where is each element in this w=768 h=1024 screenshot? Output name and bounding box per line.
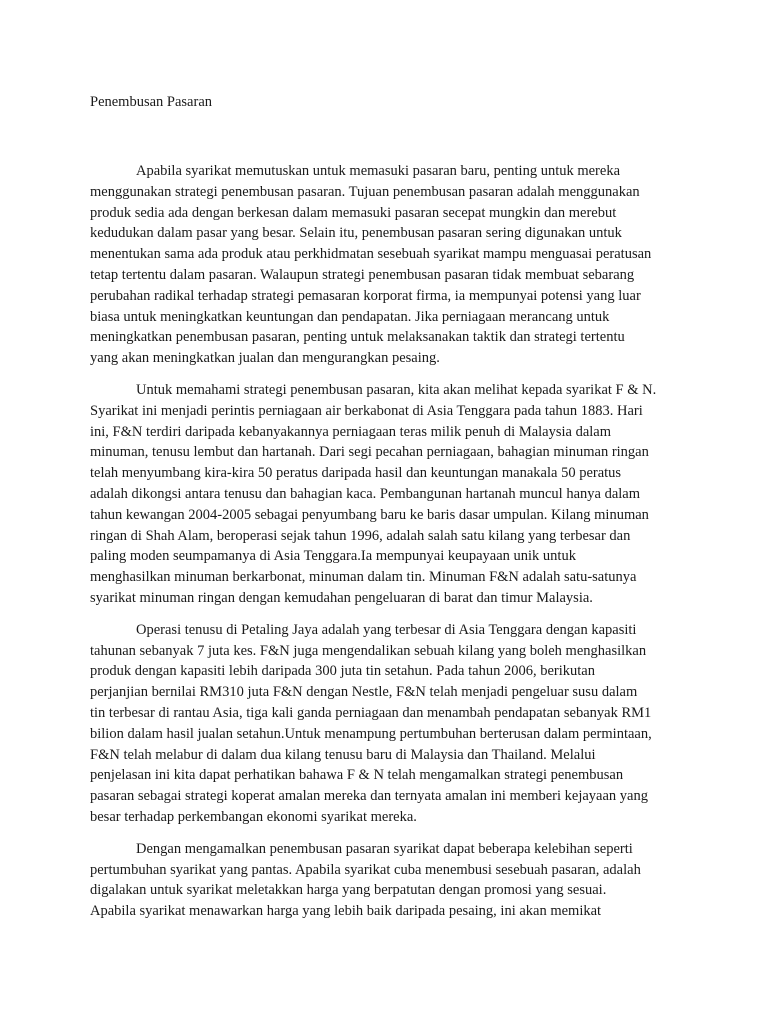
paragraph-4	[90, 839, 678, 922]
paragraph-1	[90, 161, 678, 369]
text-line: F&N telah melabur di dalam dua kilang tenusu baru di Malaysia dan Thailand. Melalui	[90, 746, 596, 763]
text-line: paling moden seumpamanya di Asia Tenggara.Ia mempunyai keupayaan unik untuk	[90, 548, 576, 565]
text-line: pasaran sebagai strategi koperat amalan mereka dan ternyata amalan ini memberi kejayaan yang	[90, 788, 648, 805]
text-line: Untuk memahami strategi penembusan pasaran, kita akan melihat kepada syarikat F & N.	[136, 381, 657, 398]
text-line: menggunakan strategi penembusan pasaran. Tujuan penembusan pasaran adalah menggunakan	[90, 183, 640, 200]
text-line: Dengan mengamalkan penembusan pasaran syarikat dapat beberapa kelebihan seperti	[136, 840, 633, 857]
text-line: perubahan radikal terhadap strategi pemasaran korporat firma, ia mempunyai potensi yang luar	[90, 287, 641, 304]
text-line: meningkatkan penembusan pasaran, penting untuk melaksanakan taktik dan strategi tertentu	[90, 329, 625, 346]
text-line: yang akan meningkatkan jualan dan mengurangkan pesaing.	[90, 350, 440, 367]
text-line: pertumbuhan syarikat yang pantas. Apabila syarikat cuba menembusi sesebuah pasaran, adalah	[90, 861, 641, 878]
text-line: adalah dikongsi antara tenusu dan bahagian kaca. Pembangunan hartanah muncul hanya dalam	[90, 485, 640, 502]
text-line: kedudukan dalam pasar yang besar. Selain itu, penembusan pasaran sering digunakan untuk	[90, 225, 622, 242]
text-line: digalakan untuk syarikat meletakkan harga yang berpatutan dengan promosi yang sesuai.	[90, 882, 607, 899]
text-line: ringan di Shah Alam, beroperasi sejak tahun 1996, adalah salah satu kilang yang terbesar dan	[90, 527, 631, 544]
text-line: tetap tertentu dalam pasaran. Walaupun strategi penembusan pasaran tidak membuat sebarang	[90, 266, 635, 283]
text-line: ini, F&N terdiri daripada kebanyakannya perniagaan teras milik penuh di Malaysia dalam	[90, 423, 612, 440]
text-line: perjanjian bernilai RM310 juta F&N dengan Nestle, F&N telah menjadi pengeluar susu dalam	[90, 684, 638, 701]
text-line: Syarikat ini menjadi perintis perniagaan air berkabonat di Asia Tenggara pada tahun 1883. Hari	[90, 402, 643, 419]
paragraph-2	[90, 380, 678, 609]
text-line: tahun kewangan 2004-2005 sebagai penyumbang baru ke baris dasar umpulan. Kilang minuman	[90, 506, 649, 523]
text-line: bilion dalam hasil jualan setahun.Untuk menampung pertumbuhan berterusan dalam permintaan,	[90, 725, 652, 742]
text-line: Operasi tenusu di Petaling Jaya adalah yang terbesar di Asia Tenggara dengan kapasiti	[136, 621, 637, 638]
text-line: produk sedia ada dengan berkesan dalam memasuki pasaran secepat mungkin dan merebut	[90, 204, 617, 221]
text-line: biasa untuk meningkatkan keuntungan dan pendapatan. Jika perniagaan merancang untuk	[90, 308, 610, 325]
text-line: produk dengan kapasiti lebih daripada 300 juta tin setahun. Pada tahun 2006, berikutan	[90, 663, 595, 680]
text-line: penjelasan ini kita dapat perhatikan bahawa F & N telah mengamalkan strategi penembusan	[90, 767, 624, 784]
text-line: minuman, tenusu lembut dan hartanah. Dari segi pecahan perniagaan, bahagian minuman ringan	[90, 444, 649, 461]
paragraph-3	[90, 620, 678, 828]
text-line: Apabila syarikat memutuskan untuk memasuki pasaran baru, penting untuk mereka	[136, 163, 621, 179]
text-line: tin terbesar di rantau Asia, tiga kali ganda perniagaan dan menambah pendapatan sebanyak RM1	[90, 704, 652, 721]
document-title: Penembusan Pasaran	[90, 94, 213, 110]
text-line: syarikat minuman ringan dengan kemudahan pengeluaran di barat dan timur Malaysia.	[90, 589, 593, 606]
text-line: besar terhadap perkembangan ekonomi syarikat mereka.	[90, 808, 417, 825]
text-line: menentukan sama ada produk atau perkhidmatan sesebuah syarikat mampu menguasai peratusan	[90, 246, 652, 263]
text-line: tahunan sebanyak 7 juta kes. F&N juga mengendalikan sebuah kilang yang boleh menghasilkan	[90, 642, 647, 659]
text-line: menghasilkan minuman berkarbonat, minuman dalam tin. Minuman F&N adalah satu-satunya	[90, 569, 637, 586]
text-line: Apabila syarikat menawarkan harga yang lebih baik daripada pesaing, ini akan memikat	[90, 903, 602, 920]
text-line: telah menyumbang kira-kira 50 peratus daripada hasil dan keuntungan manakala 50 peratus	[90, 465, 622, 482]
